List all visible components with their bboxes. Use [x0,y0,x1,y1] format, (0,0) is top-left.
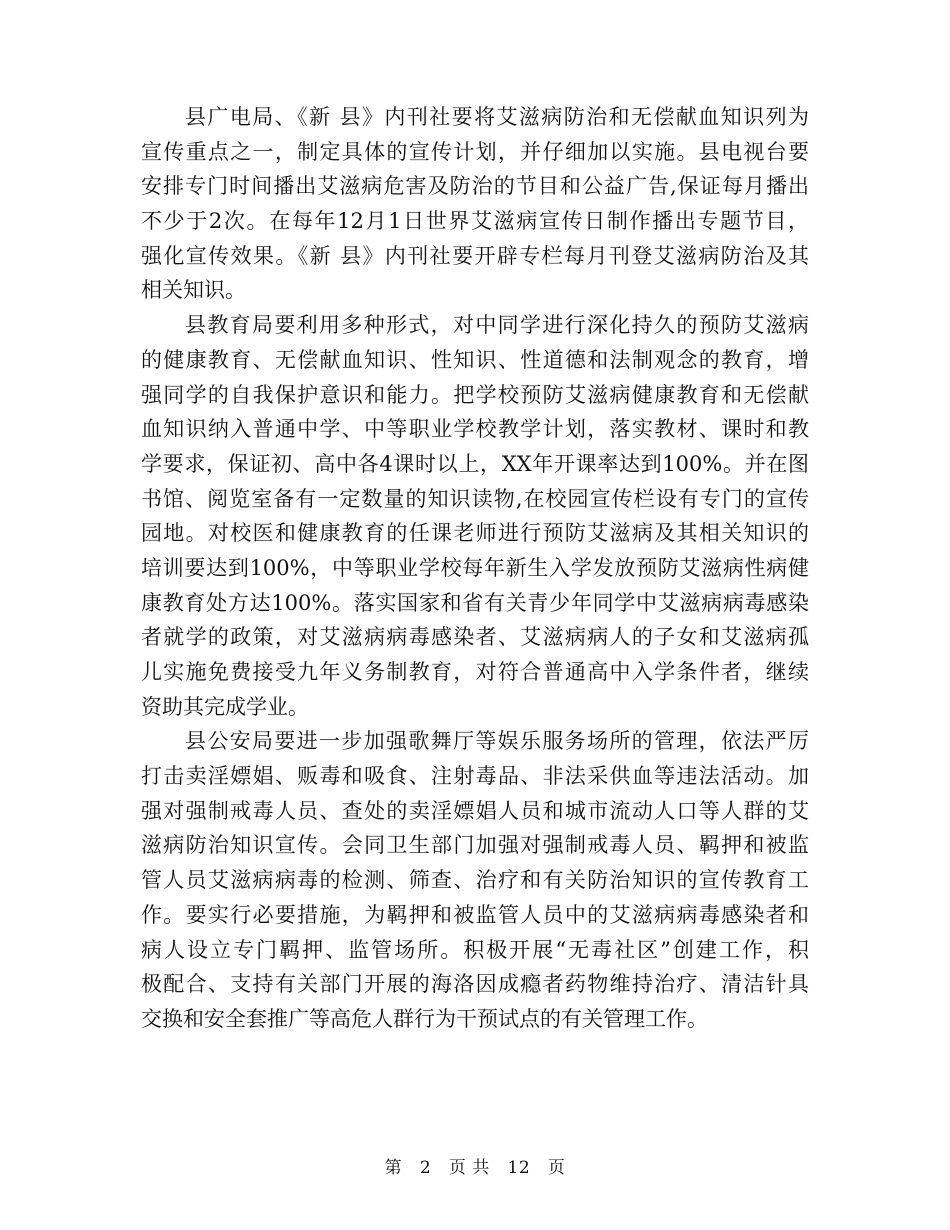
text-line: 县公安局要进一步加强歌舞厅等娱乐服务场所的管理，依法严厉 [185,729,809,754]
text-line: 康教育处方达100%。落实国家和省有关青少年同学中艾滋病病毒感染 [141,590,809,615]
text-line: 血知识纳入普通中学、中等职业学校教学计划，落实教材、课时和教 [141,417,809,442]
total-pages: 12 [507,1158,531,1178]
text-line: 强同学的自我保护意识和能力。把学校预防艾滋病健康教育和无偿献 [141,382,809,407]
text-line: 县教育局要利用多种形式，对中同学进行深化持久的预防艾滋病 [185,313,809,338]
text-line: 强化宣传效果。《新 县》内刊社要开辟专栏每月刊登艾滋病防治及其 [141,243,809,268]
text-line: 不少于2次。在每年12月1日世界艾滋病宣传日制作播出专题节目， [141,209,809,234]
text-line: 园地。对校医和健康教育的任课老师进行预防艾滋病及其相关知识的 [141,521,809,546]
paragraph-public-security [141,724,809,1036]
text-line: 安排专门时间播出艾滋病危害及防治的节目和公益广告,保证每月播出 [141,174,809,199]
text-line: 儿实施免费接受九年义务制教育，对符合普通高中入学条件者，继续 [141,660,809,684]
text-line: 强对强制戒毒人员、查处的卖淫嫖娼人员和城市流动人口等人群的艾 [141,798,809,823]
footer-prefix: 第 [384,1158,403,1178]
text-line: 的健康教育、无偿献血知识、性知识、性道德和法制观念的教育，增 [141,347,809,372]
text-line: 县广电局、《新 县》内刊社要将艾滋病防治和无偿献血知识列为 [185,105,809,129]
text-line: 培训要达到100%，中等职业学校每年新生入学发放预防艾滋病性病健 [141,555,809,580]
text-line: 滋病防治知识宣传。会同卫生部门加强对强制戒毒人员、羁押和被监 [141,833,809,858]
text-line: 书馆、阅览室备有一定数量的知识读物,在校园宣传栏设有专门的宣传 [141,486,809,511]
text-line: 作。要实行必要措施，为羁押和被监管人员中的艾滋病病毒感染者和 [141,902,809,927]
text-line: 资助其完成学业。 [141,694,309,719]
text-line: 极配合、支持有关部门开展的海洛因成瘾者药物维持治疗、清洁针具 [141,972,809,997]
text-line: 者就学的政策，对艾滋病病毒感染者、艾滋病病人的子女和艾滋病孤 [141,625,809,650]
text-line: 病人设立专门羁押、监管场所。积极开展“无毒社区”创建工作，积 [141,937,809,962]
body-text [141,100,809,1037]
footer-middle: 页 共 [448,1158,490,1178]
paragraph-education [141,308,809,724]
page-number: 2 [419,1158,432,1178]
text-line: 学要求，保证初、高中各4课时以上，XX年开课率达到100%。并在图 [141,451,809,476]
paragraph-broadcasting [141,100,809,308]
text-line: 宣传重点之一，制定具体的宣传计划，并仔细加以实施。县电视台要 [141,139,809,164]
page-footer [0,1153,950,1178]
text-line: 相关知识。 [141,278,246,303]
footer-suffix: 页 [547,1158,566,1178]
text-line: 管人员艾滋病病毒的检测、筛查、治疗和有关防治知识的宣传教育工 [141,868,809,893]
text-line: 交换和安全套推广等高危人群行为干预试点的有关管理工作。 [141,1006,708,1031]
text-line: 打击卖淫嫖娼、贩毒和吸食、注射毒品、非法采供血等违法活动。加 [141,764,809,789]
